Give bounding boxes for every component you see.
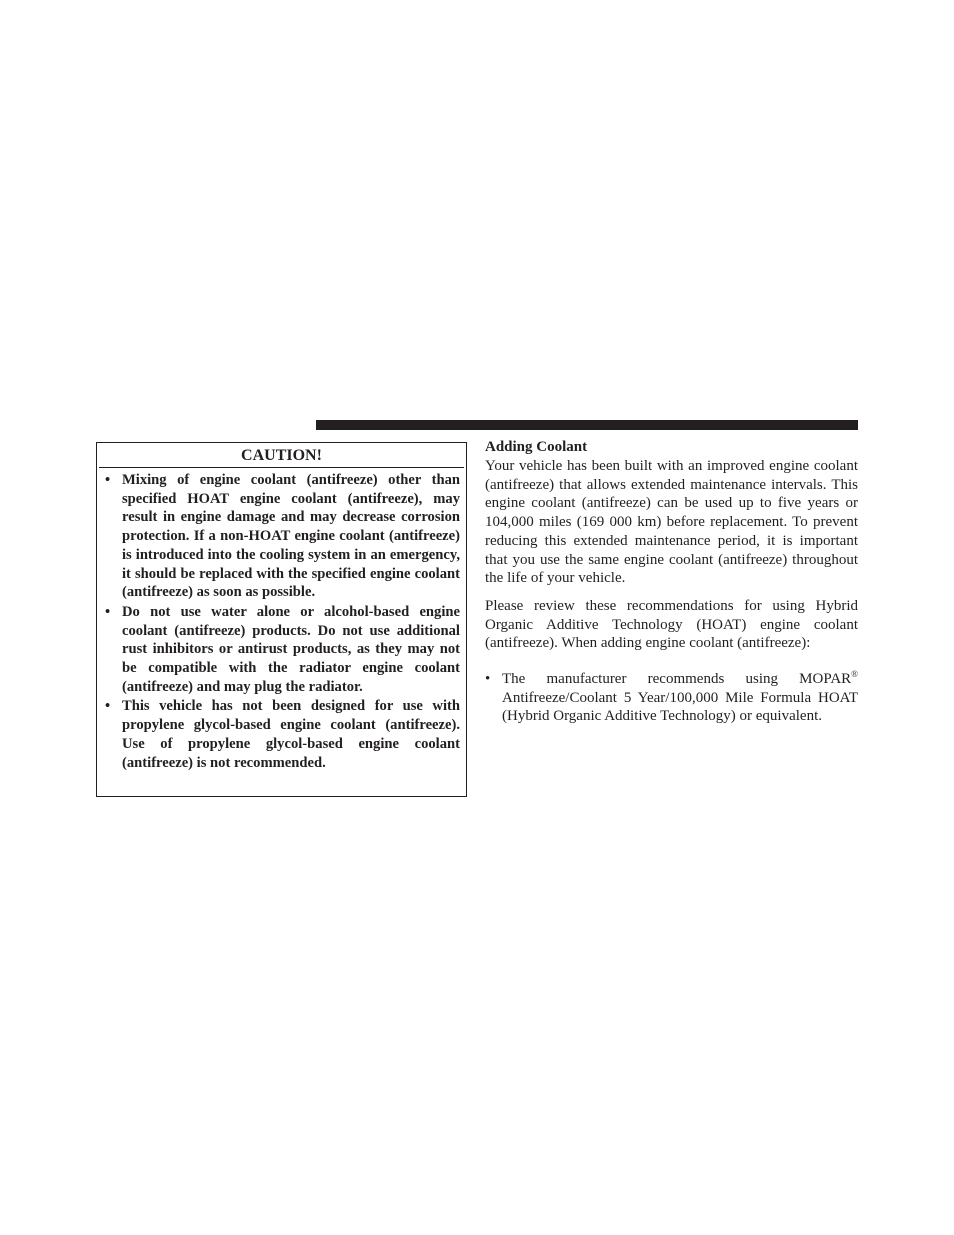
caution-item: • Do not use water alone or alcohol-based engine coolant (antifreeze) products. Do not use additional rust inhibitors or antirust products, as they may not be compatible with the radiator engine coolant (antifreeze) and may plug the radiator. bbox=[105, 603, 460, 697]
list-item-text: The manufacturer recommends using MOPAR bbox=[502, 671, 852, 688]
main-text-column bbox=[485, 438, 858, 726]
paragraph: Please review these recommendations for using Hybrid Organic Additive Technology (HOAT) engine coolant (antifreeze). When adding engine coolant (antifreeze): bbox=[485, 597, 858, 652]
recommendation-list bbox=[485, 670, 858, 726]
section-heading: Adding Coolant bbox=[485, 439, 588, 455]
caution-item: • Mixing of engine coolant (antifreeze) other than specified HOAT engine coolant (antifreeze), may result in engine damage and may decrease corrosion protection. If a non-HOAT engine coolant (antifreeze) is introduced into the cooling system in an emergency, it should be replaced with the specified engine coolant (antifreeze) as soon as possible. bbox=[105, 471, 460, 602]
caution-list bbox=[97, 468, 466, 772]
section-header-bar bbox=[316, 420, 858, 430]
list-item bbox=[485, 670, 858, 726]
caution-title: CAUTION! bbox=[99, 443, 464, 468]
paragraph: Your vehicle has been built with an improved engine coolant (antifreeze) that allows extended maintenance intervals. This engine coolant (antifreeze) can be used up to five years or 104,000 miles (169 000 km) before replacement. To prevent reducing this extended maintenance period, it is important that you use the same engine coolant (antifreeze) throughout the life of your vehicle. bbox=[485, 458, 858, 587]
caution-item: • This vehicle has not been designed for use with propylene glycol-based engine coolant (antifreeze). Use of propylene glycol-based engine coolant (antifreeze) is not recommended. bbox=[105, 697, 460, 772]
caution-box bbox=[96, 442, 467, 797]
registered-mark: ® bbox=[851, 669, 858, 680]
list-item-text: Antifreeze/Coolant 5 Year/100,000 Mile Formula HOAT (Hybrid Organic Additive Technology) or equivalent. bbox=[502, 689, 858, 725]
